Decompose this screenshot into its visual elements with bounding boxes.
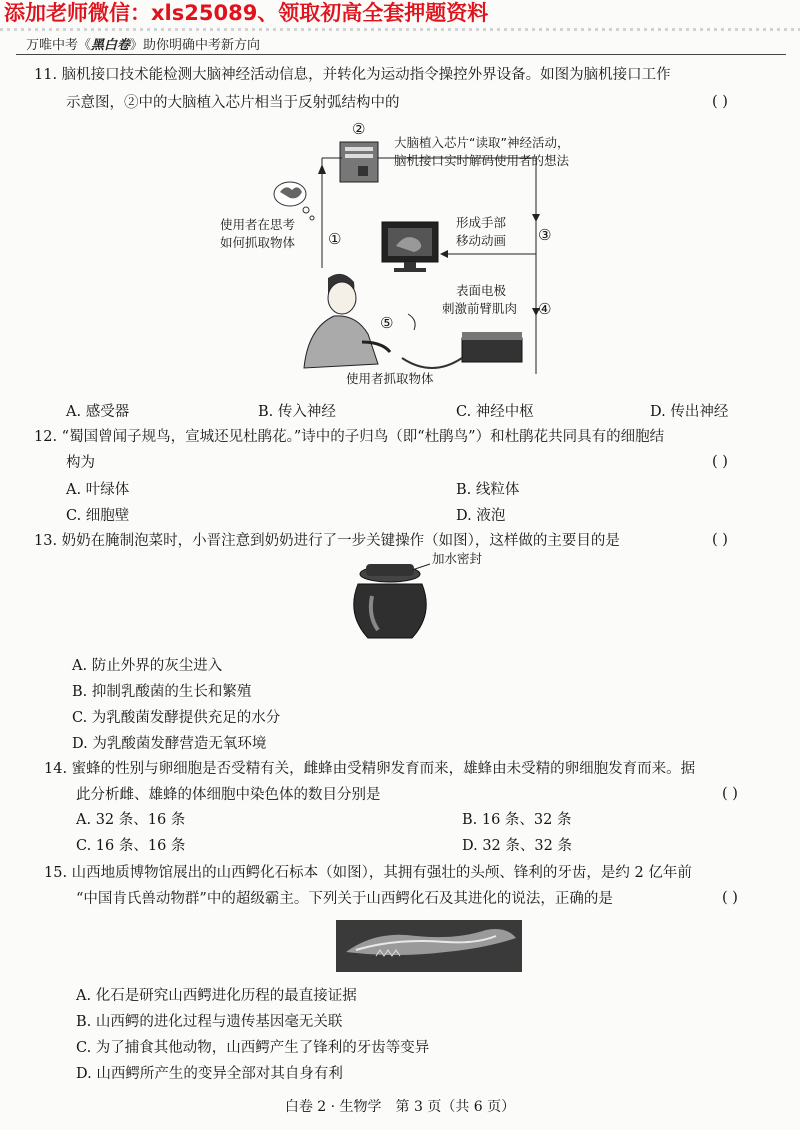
monitor-icon (382, 222, 438, 272)
q12-option-b: B. 线粒体 (456, 482, 520, 498)
q11-option-c: C. 神经中枢 (456, 404, 534, 420)
q15-option-b: B. 山西鳄的进化过程与遗传基因毫无关联 (76, 1014, 343, 1030)
publisher-header: 万唯中考《黑白卷》助你明确中考新方向 (26, 38, 261, 53)
computer-tower-icon (340, 142, 378, 182)
animation-label-line2: 移动动画 (456, 233, 507, 248)
q14-option-a: A. 32 条、16 条 (76, 812, 186, 828)
q13-option-b: B. 抑制乳酸菌的生长和繁殖 (72, 684, 252, 700)
step-3-marker: ③ (538, 226, 552, 244)
electrode-device-icon (402, 332, 522, 368)
q12-option-c: C. 细胞壁 (66, 508, 130, 524)
user-person-icon (304, 274, 390, 368)
q11-answer-paren: ( ) (712, 94, 728, 110)
brain-thought-icon (274, 182, 314, 220)
torn-edge (0, 28, 800, 31)
page-footer: 白卷 2 · 生物学 第 3 页（共 6 页） (284, 1099, 516, 1115)
step-5-marker: ⑤ (380, 314, 394, 332)
q11-option-b: B. 传入神经 (258, 404, 336, 420)
step-1-marker: ① (328, 230, 342, 248)
q13-answer-paren: ( ) (712, 532, 728, 548)
bci-diagram (180, 118, 600, 398)
q15-answer-paren: ( ) (722, 890, 738, 906)
q11-option-a: A. 感受器 (66, 404, 130, 420)
animation-label-line1: 形成手部 (456, 215, 507, 230)
q15-line2: “中国肯氏兽动物群”中的超级霸主。下列关于山西鳄化石及其进化的说法，正确的是 (76, 891, 613, 907)
q14-line1: 14. 蜜蜂的性别与卵细胞是否受精有关，雌蜂由受精卵发育而来，雄蜂由未受精的卵细胞发育而来。据 (44, 761, 696, 777)
step-2-marker: ② (352, 120, 366, 138)
header-rule (16, 54, 786, 55)
q13-option-d: D. 为乳酸菌发酵营造无氧环境 (72, 736, 267, 752)
q12-line2: 构为 (66, 455, 95, 471)
q13-option-c: C. 为乳酸菌发酵提供充足的水分 (72, 710, 281, 726)
q15-option-c: C. 为了捕食其他动物，山西鳄产生了锋利的牙齿等变异 (76, 1040, 430, 1056)
q12-option-a: A. 叶绿体 (66, 482, 130, 498)
q12-line1: 12. “蜀国曾闻子规鸟，宣城还见杜鹃花。”诗中的子归鸟（即“杜鹃鸟”）和杜鹃花共同具有的细胞结 (34, 429, 665, 445)
q14-answer-paren: ( ) (722, 786, 738, 802)
q12-answer-paren: ( ) (712, 454, 728, 470)
q11-line2: 示意图，②中的大脑植入芯片相当于反射弧结构中的 (66, 95, 400, 111)
chip-label-line2: 脑机接口实时解码使用者的想法 (394, 153, 570, 168)
q15-line1: 15. 山西地质博物馆展出的山西鳄化石标本（如图），其拥有强壮的头颅、锋利的牙齿，是约 2 亿年前 (44, 865, 692, 881)
q14-line2: 此分析雌、雄蜂的体细胞中染色体的数目分别是 (76, 787, 381, 803)
q11-option-d: D. 传出神经 (650, 404, 729, 420)
q14-option-b: B. 16 条、32 条 (462, 812, 572, 828)
electrode-label-line2: 刺激前臂肌肉 (442, 301, 518, 316)
q13-line1: 13. 奶奶在腌制泡菜时，小晋注意到奶奶进行了一步关键操作（如图），这样做的主要目的是 (34, 533, 620, 549)
q11-line1: 11. 脑机接口技术能检测大脑神经活动信息，并转化为运动指令操控外界设备。如图为脑机接口工作 (34, 67, 671, 83)
diagram-caption: 使用者抓取物体 (346, 371, 434, 386)
chip-label-line1: 大脑植入芯片“读取”神经活动， (394, 135, 570, 150)
q14-option-c: C. 16 条、16 条 (76, 838, 186, 854)
electrode-label-line1: 表面电极 (456, 283, 507, 298)
q14-option-d: D. 32 条、32 条 (462, 838, 572, 854)
pickle-jar-figure (342, 556, 442, 646)
step-4-marker: ④ (538, 300, 552, 318)
think-label-line1: 使用者在思考 (220, 217, 296, 232)
promo-banner: 添加老师微信：xls25089、领取初高全套押题资料 (0, 0, 800, 28)
q13-option-a: A. 防止外界的灰尘进入 (72, 658, 223, 674)
q15-option-d: D. 山西鳄所产生的变异全部对其自身有利 (76, 1066, 343, 1082)
seal-label: 加水密封 (432, 551, 483, 566)
think-label-line2: 如何抓取物体 (220, 235, 296, 250)
fossil-photo (336, 920, 522, 972)
q12-option-d: D. 液泡 (456, 508, 506, 524)
q15-option-a: A. 化石是研究山西鳄进化历程的最直接证据 (76, 988, 357, 1004)
